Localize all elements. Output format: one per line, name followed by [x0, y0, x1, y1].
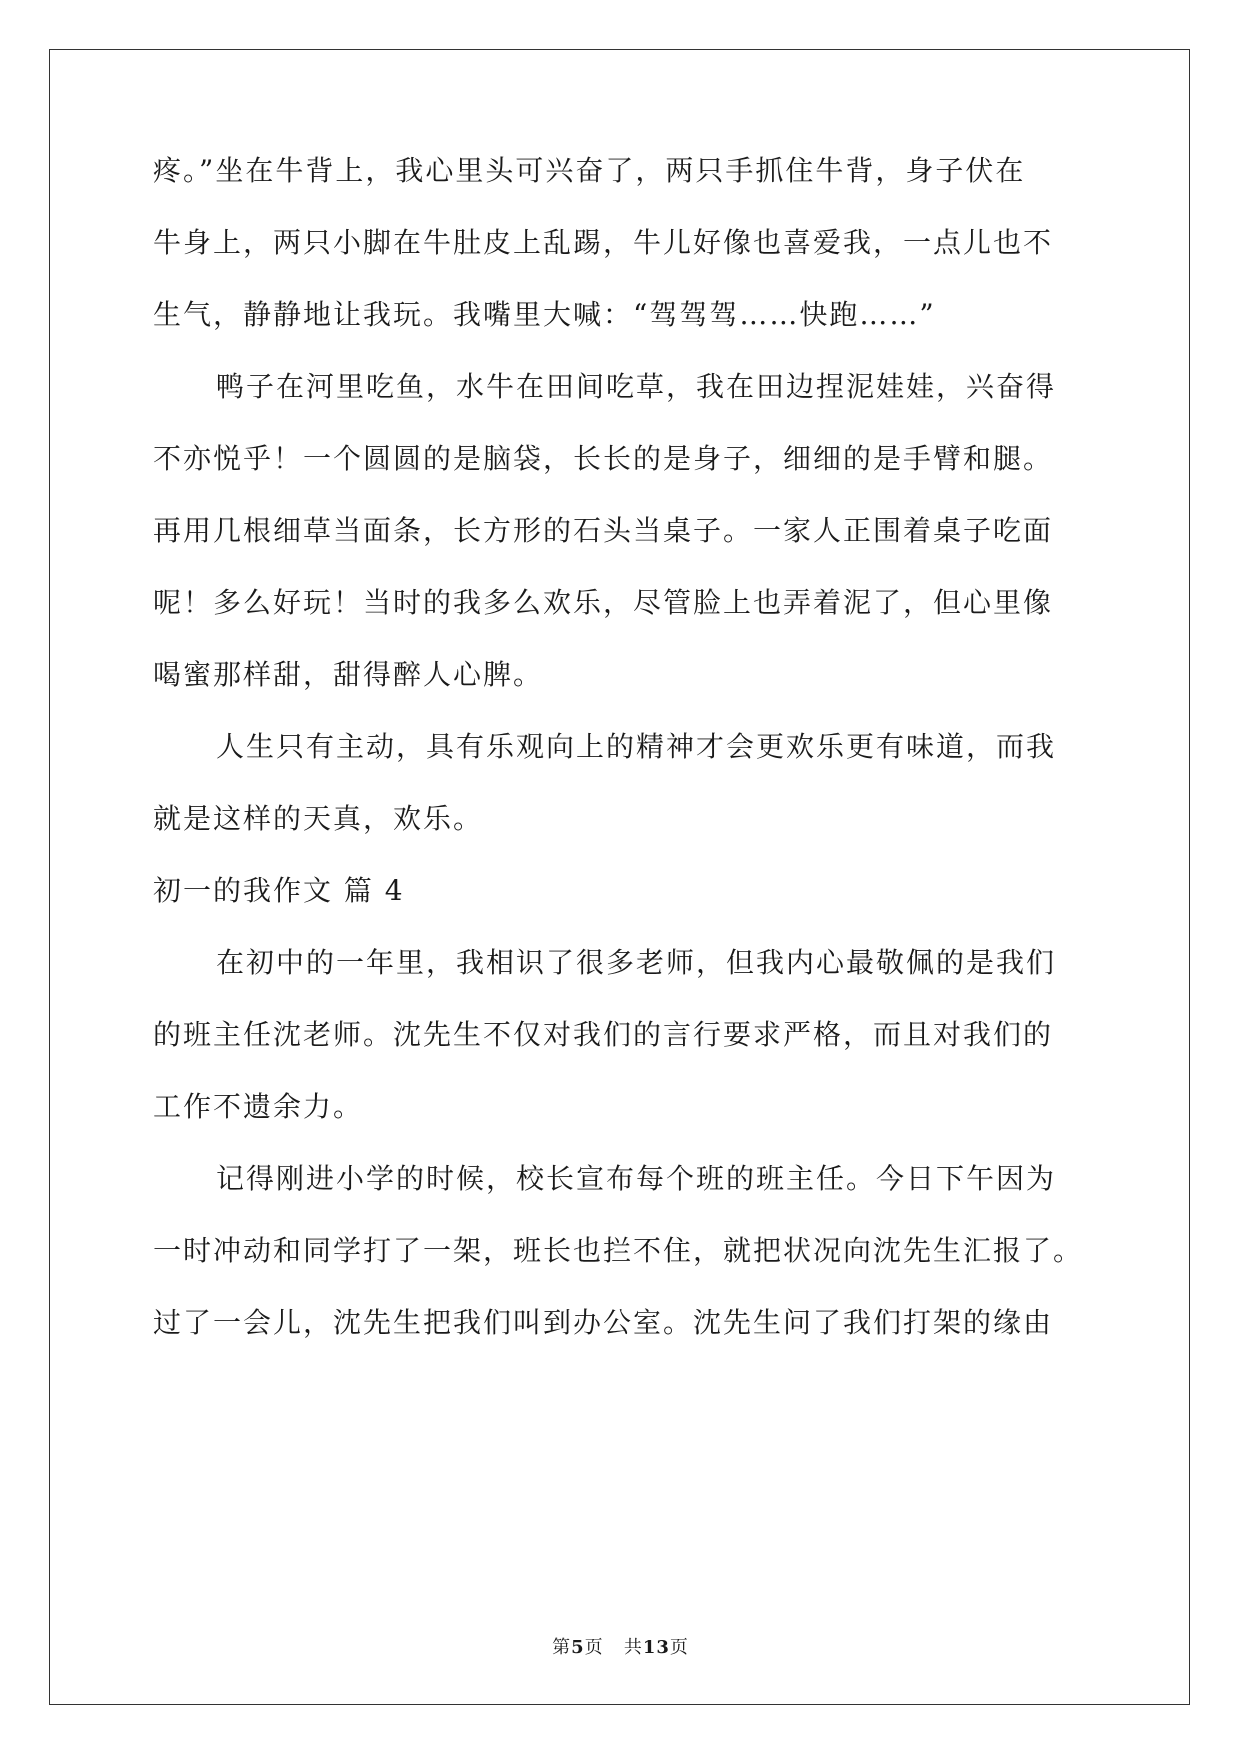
text-line: 不亦悦乎！一个圆圆的是脑袋，长长的是身子，细细的是手臂和腿。: [153, 442, 1054, 475]
total-prefix: 共: [623, 1637, 643, 1658]
text-line: 呢！多么好玩！当时的我多么欢乐，尽管脸上也弄着泥了，但心里像: [153, 586, 1054, 619]
paragraph-first-line: 在初中的一年里，我相识了很多老师，但我内心最敬佩的是我们: [216, 946, 1057, 979]
text-line: 喝蜜那样甜，甜得醉人心脾。: [153, 658, 544, 691]
page-prefix: 第: [552, 1637, 572, 1658]
total-suffix: 页: [669, 1637, 689, 1658]
total-pages: 13: [642, 1637, 670, 1658]
page-number: 5: [571, 1637, 585, 1658]
text-line: 就是这样的天真，欢乐。: [153, 802, 484, 835]
section-heading: 初一的我作文 篇 4: [153, 874, 405, 907]
paragraph-first-line: 鸭子在河里吃鱼，水牛在田间吃草，我在田边捏泥娃娃，兴奋得: [216, 370, 1057, 403]
paragraph-first-line: 人生只有主动，具有乐观向上的精神才会更欢乐更有味道，而我: [216, 730, 1057, 763]
text-line: 牛身上，两只小脚在牛肚皮上乱踢，牛儿好像也喜爱我，一点儿也不: [153, 226, 1054, 259]
paragraph-first-line: 记得刚进小学的时候，校长宣布每个班的班主任。今日下午因为: [216, 1162, 1057, 1195]
text-line: 的班主任沈老师。沈先生不仅对我们的言行要求严格，而且对我们的: [153, 1018, 1054, 1051]
text-line: 疼。”坐在牛背上，我心里头可兴奋了，两只手抓住牛背，身子伏在: [153, 154, 1026, 187]
text-line: 再用几根细草当面条，长方形的石头当桌子。一家人正围着桌子吃面: [153, 514, 1054, 547]
page-footer: [0, 1636, 1241, 1660]
text-line: 一时冲动和同学打了一架，班长也拦不住，就把状况向沈先生汇报了。: [153, 1234, 1084, 1267]
text-line: 生气，静静地让我玩。我嘴里大喊：“驾驾驾……快跑……”: [153, 298, 936, 331]
text-line: 过了一会儿，沈先生把我们叫到办公室。沈先生问了我们打架的缘由: [153, 1306, 1054, 1339]
page-suffix: 页: [584, 1637, 604, 1658]
text-line: 工作不遗余力。: [153, 1090, 364, 1123]
